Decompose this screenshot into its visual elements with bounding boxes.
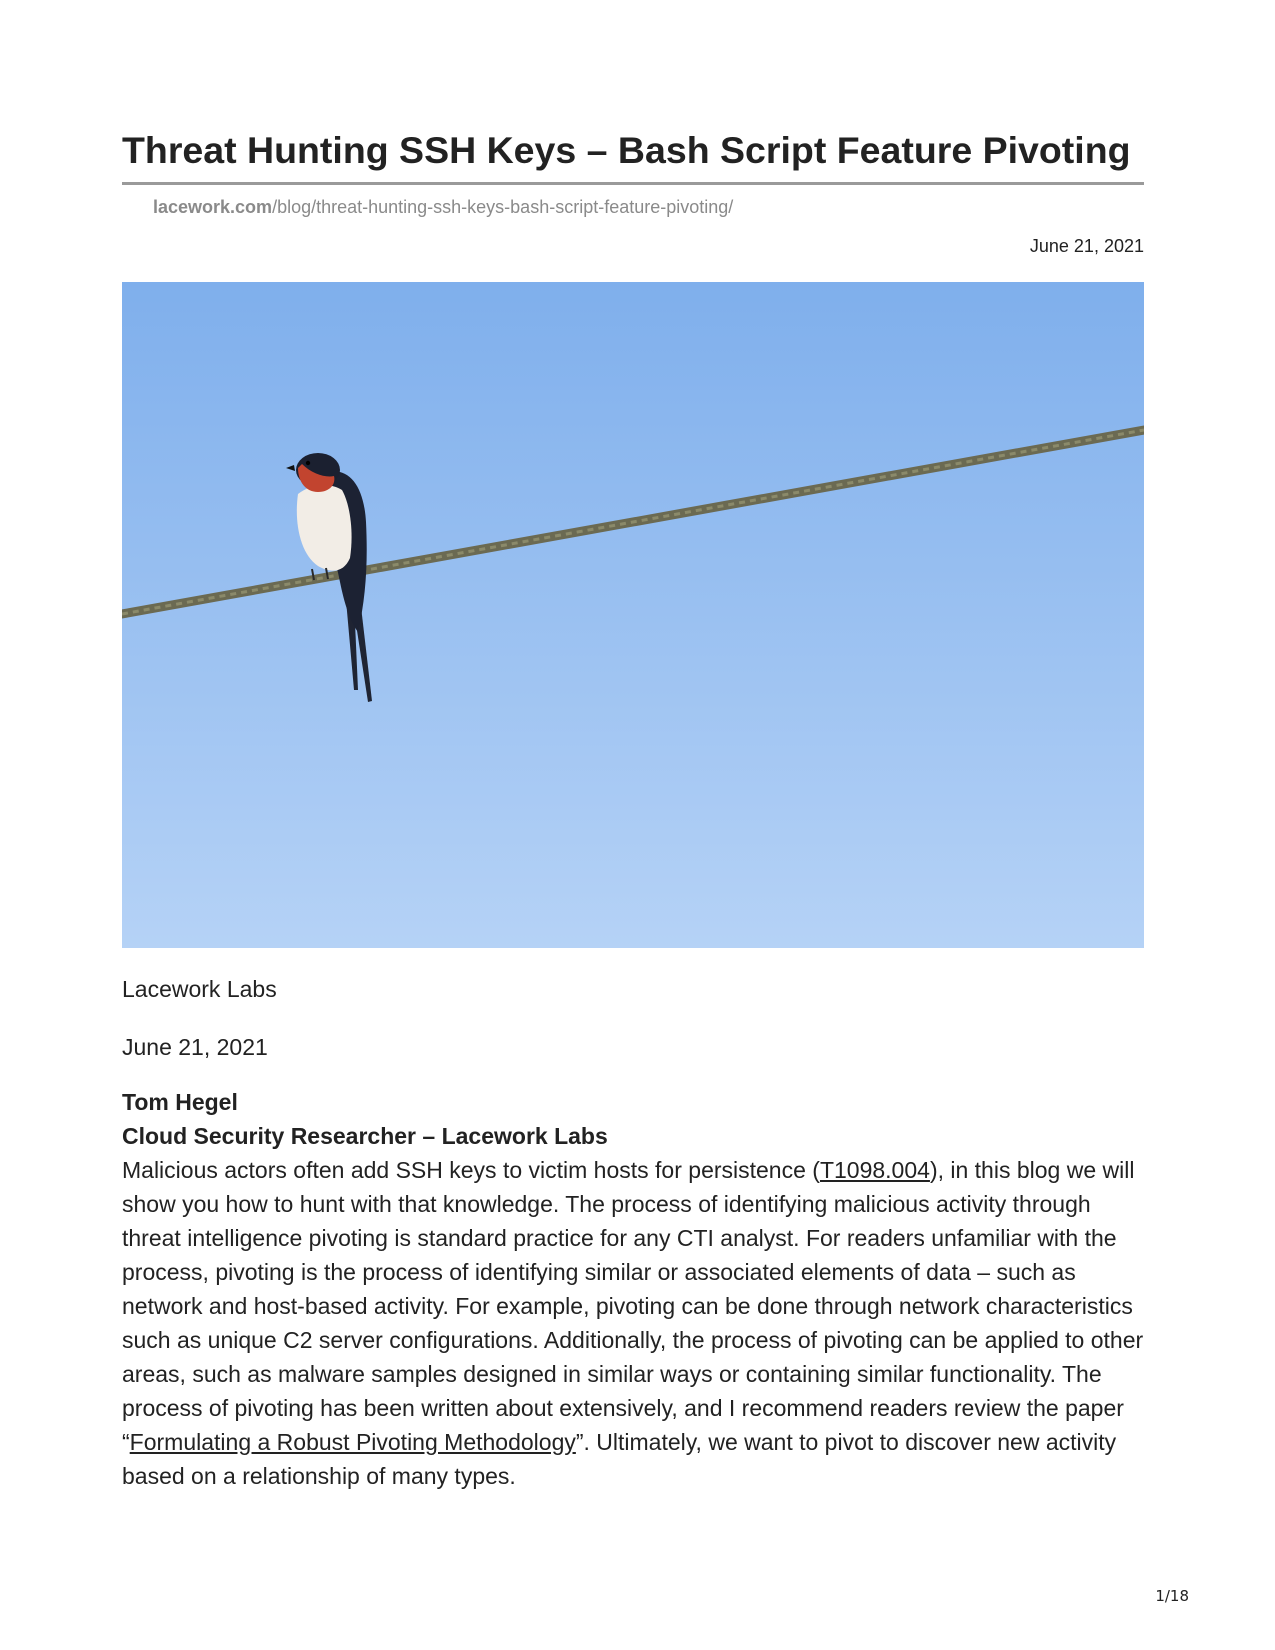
author-block	[122, 1085, 1152, 1493]
page-number: 1/18	[1155, 1587, 1189, 1605]
mitre-technique-link[interactable]: T1098.004	[819, 1157, 930, 1183]
intro-text-part-3: ”. Ultimately, we want to pivot to discover new activity based on a relationship of many types.	[122, 1429, 1117, 1489]
pivoting-methodology-paper-link[interactable]: Formulating a Robust Pivoting Methodology	[129, 1429, 576, 1455]
sky-background	[122, 282, 1144, 948]
publish-date: June 21, 2021	[122, 1034, 268, 1060]
swallow-on-wire-image	[122, 282, 1144, 948]
title-divider	[122, 182, 1144, 185]
intro-text-part-1: Malicious actors often add SSH keys to victim hosts for persistence (	[122, 1157, 820, 1183]
intro-paragraph	[122, 1153, 1152, 1493]
source-url-path[interactable]: /blog/threat-hunting-ssh-keys-bash-script-feature-pivoting/	[272, 197, 734, 217]
source-url-domain[interactable]: lacework.com	[153, 197, 273, 217]
author-role: Cloud Security Researcher – Lacework Labs	[122, 1123, 608, 1149]
header-date: June 21, 2021	[1029, 236, 1144, 256]
article-title: Threat Hunting SSH Keys – Bash Script Feature Pivoting	[122, 129, 1131, 171]
hero-image	[122, 282, 1144, 948]
intro-text-part-2: ), in this blog we will show you how to hunt with that knowledge. The process of identifying malicious activity through threat intelligence pivoting is standard practice for any CTI analyst. For readers unfamiliar with the process, pivoting is the process of identifying similar or associated elements of data – such as network and host-based activity. For example, pivoting can be done through network characteristics such as unique C2 server configurations. Additionally, the process of pivoting can be applied to other areas, such as malware samples designed in similar ways or containing similar functionality. The process of pivoting has been written about extensively, and I recommend readers review the paper “	[122, 1157, 1144, 1455]
source-url[interactable]	[153, 196, 733, 218]
publisher-name: Lacework Labs	[122, 976, 277, 1002]
author-name: Tom Hegel	[122, 1089, 238, 1115]
